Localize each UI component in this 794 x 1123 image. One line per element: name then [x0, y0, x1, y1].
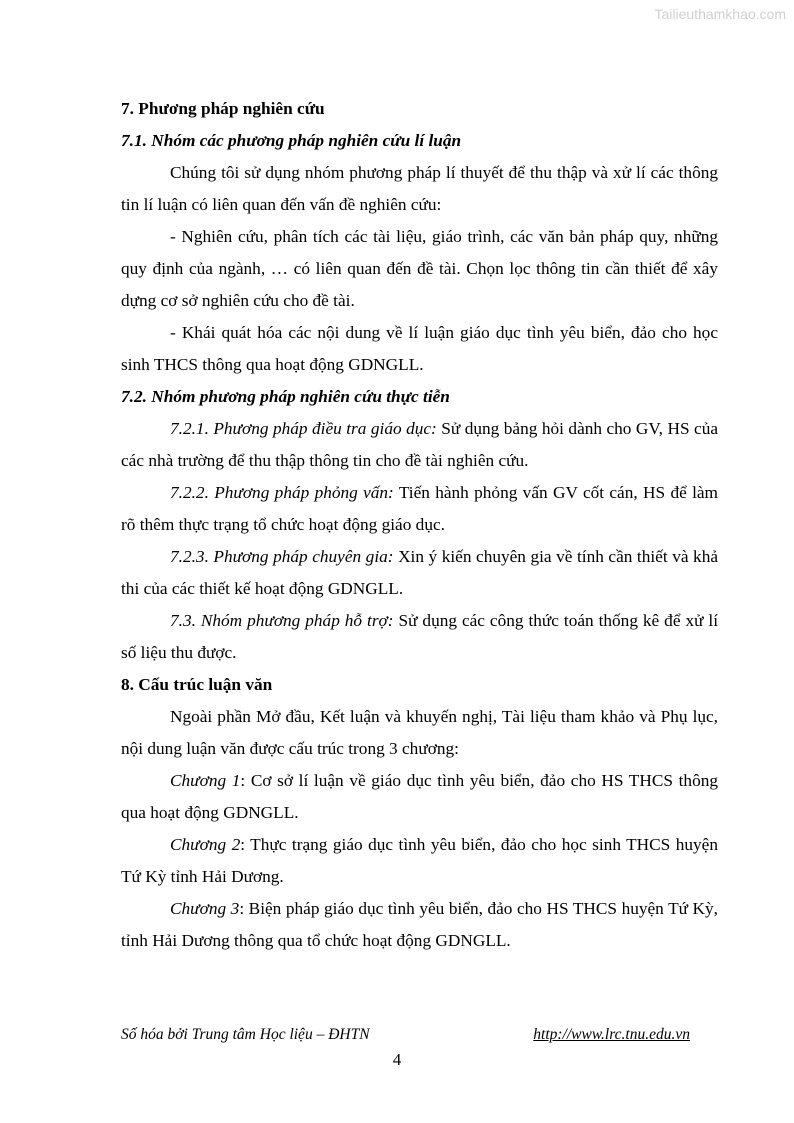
chapter-text: : Cơ sở lí luận về giáo dục tình yêu biển, đảo cho HS THCS thông qua hoạt động GDNGLL. [121, 771, 718, 822]
method-label: 7.3. Nhóm phương pháp hỗ trợ: [170, 611, 394, 630]
paragraph [121, 893, 718, 957]
paragraph [121, 605, 718, 669]
section-7-heading: 7. Phương pháp nghiên cứu [121, 99, 325, 118]
watermark: Tailieuthamkhao.com [654, 6, 786, 22]
document-body [121, 93, 718, 957]
chapter-label: Chương 2 [170, 835, 241, 854]
method-text: Xin ý kiến chuyên gia về tính cần thiết và khả thi của các thiết kế hoạt động GDNGLL. [121, 547, 719, 598]
chapter-text: : Thực trạng giáo dục tình yêu biển, đảo cho học sinh THCS huyện Tứ Kỳ tỉnh Hải Dương. [121, 835, 718, 886]
paragraph [121, 413, 718, 477]
page-number: 4 [392, 1050, 402, 1069]
method-label: 7.2.1. Phương pháp điều tra giáo dục: [170, 419, 437, 438]
method-label: 7.2.3. Phương pháp chuyên gia: [170, 547, 394, 566]
paragraph: - Khái quát hóa các nội dung về lí luận giáo dục tình yêu biển, đảo cho học sinh THCS thông qua hoạt động GDNGLL. [121, 323, 718, 374]
section-7-1-heading: 7.1. Nhóm các phương pháp nghiên cứu lí luận [121, 131, 462, 150]
chapter-text: : Biện pháp giáo dục tình yêu biển, đảo cho HS THCS huyện Tứ Kỳ, tỉnh Hải Dương thông qua tổ chức hoạt động GDNGLL. [121, 899, 718, 950]
section-7-2-heading: 7.2. Nhóm phương pháp nghiên cứu thực tiễn [121, 387, 450, 406]
chapter-label: Chương 1 [170, 771, 241, 790]
method-label: 7.2.2. Phương pháp phỏng vấn: [170, 483, 394, 502]
paragraph [121, 829, 718, 893]
paragraph: Chúng tôi sử dụng nhóm phương pháp lí thuyết để thu thập và xử lí các thông tin lí luận có liên quan đến vấn đề nghiên cứu: [121, 163, 718, 214]
chapter-label: Chương 3 [170, 899, 240, 918]
paragraph [121, 541, 718, 605]
footer-url-link[interactable]: http://www.lrc.tnu.edu.vn [533, 1026, 690, 1043]
paragraph: - Nghiên cứu, phân tích các tài liệu, giáo trình, các văn bản pháp quy, những quy định của ngành, … có liên quan đến đề tài. Chọn lọc thông tin cần thiết để xây dựng cơ sở nghiên cứu cho đề tài. [121, 227, 718, 310]
method-text: Sử dụng các công thức toán thống kê để xử lí số liệu thu được. [121, 611, 719, 662]
method-text: Sử dụng bảng hỏi dành cho GV, HS của các nhà trường để thu thập thông tin cho đề tài nghiên cứu. [121, 419, 719, 470]
paragraph: Ngoài phần Mở đầu, Kết luận và khuyến nghị, Tài liệu tham khảo và Phụ lục, nội dung luận văn được cấu trúc trong 3 chương: [121, 707, 718, 758]
footer-digitized-by: Số hóa bởi Trung tâm Học liệu – ĐHTN [121, 1026, 370, 1043]
paragraph [121, 477, 718, 541]
section-8-heading: 8. Cấu trúc luận văn [121, 675, 273, 694]
method-text: Tiến hành phỏng vấn GV cốt cán, HS để làm rõ thêm thực trạng tổ chức hoạt động giáo dục. [121, 483, 718, 534]
paragraph [121, 765, 718, 829]
